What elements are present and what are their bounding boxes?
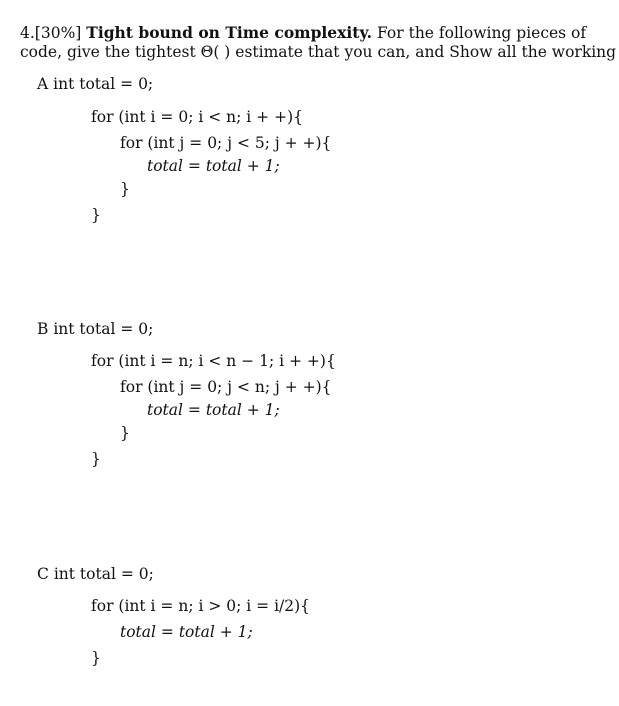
part-a-outer-close: }: [91, 206, 101, 224]
part-b-label: B: [37, 320, 49, 338]
part-a-init-code: int total = 0;: [53, 75, 154, 93]
problem-weight: [30%]: [34, 24, 82, 42]
part-a-inner-close: }: [120, 180, 130, 198]
problem-number: 4.: [20, 24, 35, 42]
problem-header-line-2: [20, 43, 616, 61]
part-b-inner-close: }: [120, 424, 130, 442]
problem-intro-2: code, give the tightest Θ( ) estimate that you can, and Show all the working: [20, 43, 617, 61]
part-b-body: total = total + 1;: [147, 401, 280, 419]
part-b-init: [37, 320, 153, 338]
part-b-outer-close: }: [91, 450, 101, 468]
part-a-inner-for: for (int j = 0; j < 5; j + +){: [120, 134, 332, 152]
problem-intro-1: For the following pieces of: [377, 24, 587, 42]
part-c-label: C: [37, 565, 49, 583]
part-b-inner-for: for (int j = 0; j < n; j + +){: [120, 378, 332, 396]
problem-title: Tight bound on Time complexity.: [86, 23, 373, 42]
part-a-label: A: [37, 75, 49, 93]
part-c-init-code: int total = 0;: [53, 565, 154, 583]
part-a-body: total = total + 1;: [147, 157, 280, 175]
part-b-outer-for: for (int i = n; i < n − 1; i + +){: [91, 352, 336, 370]
part-c-body: total = total + 1;: [120, 623, 253, 641]
part-a-outer-for: for (int i = 0; i < n; i + +){: [91, 108, 303, 126]
problem-header-line-1: [20, 24, 586, 42]
part-c-init: [37, 565, 154, 583]
part-c-outer-close: }: [91, 649, 101, 667]
part-b-init-code: int total = 0;: [53, 320, 154, 338]
part-a-init: [37, 75, 153, 93]
part-c-outer-for: for (int i = n; i > 0; i = i/2){: [91, 597, 311, 615]
